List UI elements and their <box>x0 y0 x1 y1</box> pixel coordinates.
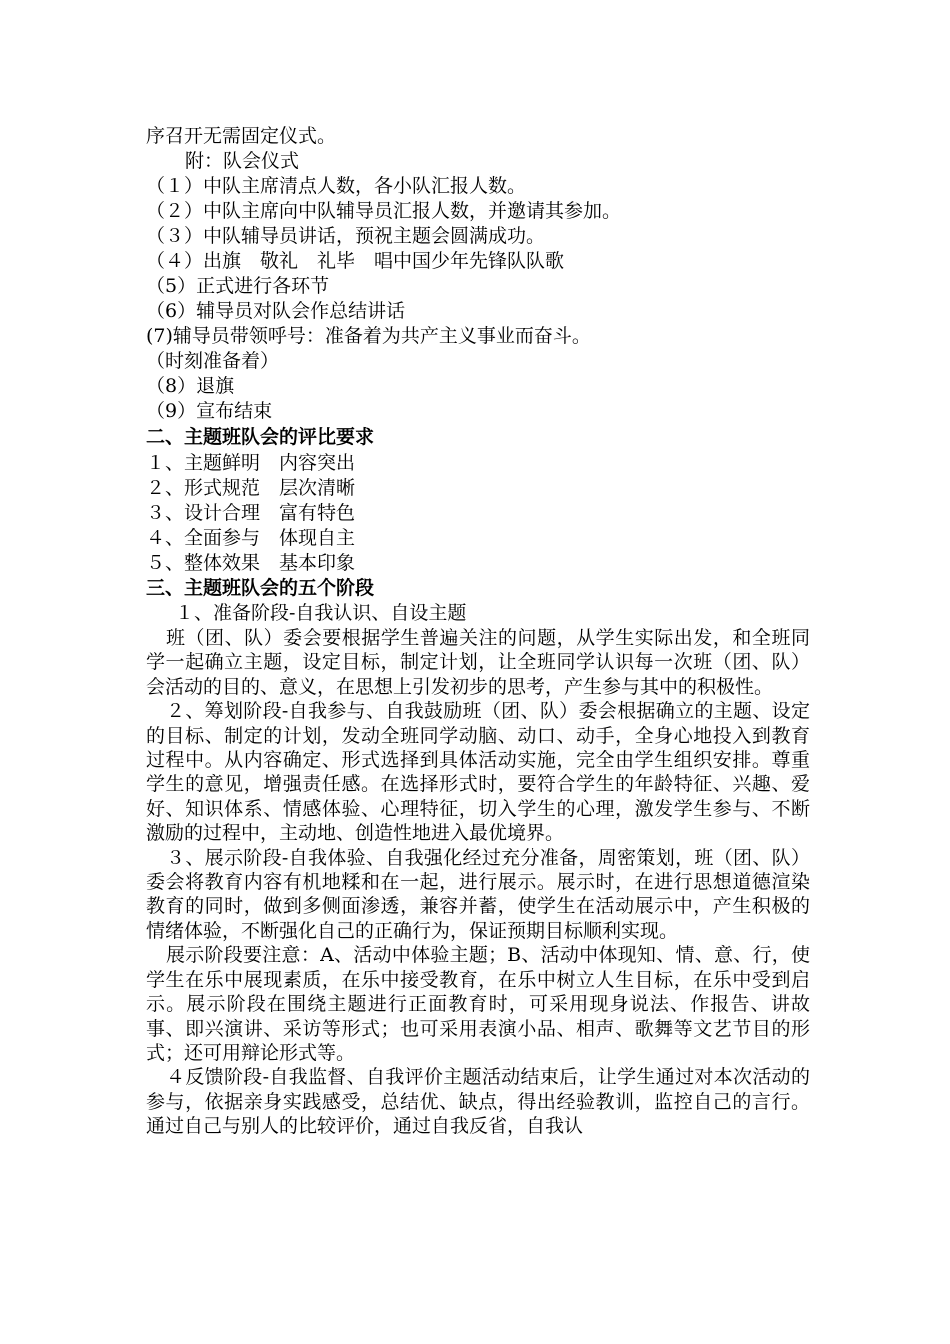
appendix-title: 附：队会仪式 <box>185 150 300 172</box>
paragraph-block <box>146 626 810 1139</box>
paragraph: ４反馈阶段-自我监督、自我评价主题活动结束后，让学生通过对本次活动的参与，依据亲身实践感受，总结优、缺点，得出经验教训，监控自己的言行。通过自己与别人的比较评价，通过自我反省，自我认 <box>146 1066 810 1138</box>
ceremony-step: （４）出旗 敬礼 礼毕 唱中国少年先锋队队歌 <box>146 250 565 272</box>
paragraph: 展示阶段要注意：A、活动中体验主题；B、活动中体现知、情、意、行，使学生在乐中展现素质，在乐中接受教育，在乐中树立人生目标，在乐中受到启示。展示阶段在围绕主题进行正面教育时，可采用现身说法、作报告、讲故事、即兴演讲、采访等形式；也可采用表演小品、相声、歌舞等文艺节目的形式；还可用辩论形式等。 <box>146 944 810 1064</box>
criteria-item: １、主题鲜明 内容突出 <box>146 452 356 474</box>
section-heading: 二、主题班队会的评比要求 <box>146 426 375 448</box>
criteria-item: ３、设计合理 富有特色 <box>146 502 356 524</box>
ceremony-step: （9）宣布结束 <box>146 400 273 422</box>
criteria-item: ５、整体效果 基本印象 <box>146 552 356 574</box>
paragraph: ２、筹划阶段-自我参与、自我鼓励班（团、队）委会根据确立的主题、设定的目标、制定的计划，发动全班同学动脑、动口、动手，全身心地投入到教育过程中。从内容确定、形式选择到具体活动实施，完全由学生组织安排。尊重学生的意见，增强责任感。在选择形式时，要符合学生的年龄特征、兴趣、爱好、知识体系、情感体验、心理特征，切入学生的心理，激发学生参与、不断激励的过程中，主动地、创造性地进入最优境界。 <box>146 700 810 845</box>
ceremony-step: (7)辅导员带领呼号：准备着为共产主义事业而奋斗。 <box>146 325 591 347</box>
ceremony-step: （１）中队主席清点人数，各小队汇报人数。 <box>146 175 527 197</box>
stage-heading: １、准备阶段-自我认识、自设主题 <box>175 602 467 624</box>
text-line: 序召开无需固定仪式。 <box>146 125 337 147</box>
criteria-item: ２、形式规范 层次清晰 <box>146 477 356 499</box>
ceremony-step: （5）正式进行各环节 <box>146 275 330 297</box>
section-heading: 三、主题班队会的五个阶段 <box>146 577 375 599</box>
paragraph: 班（团、队）委会要根据学生普遍关注的问题，从学生实际出发，和全班同学一起确立主题，设定目标，制定计划，让全班同学认识每一次班（团、队）会活动的目的、意义，在思想上引发初步的思考，产生参与其中的积极性。 <box>146 627 810 698</box>
ceremony-step-note: （时刻准备着） <box>146 350 280 372</box>
ceremony-step: （6）辅导员对队会作总结讲话 <box>146 300 406 322</box>
ceremony-step: （２）中队主席向中队辅导员汇报人数，并邀请其参加。 <box>146 200 622 222</box>
paragraph: ３、展示阶段-自我体验、自我强化经过充分准备，周密策划，班（团、队）委会将教育内容有机地糅和在一起，进行展示。展示时，在进行思想道德渲染教育的同时，做到多侧面渗透，兼容并蓄，使学生在活动展示中，产生积极的情绪体验，不断强化自己的正确行为，保证预期目标顺利实现。 <box>146 846 810 942</box>
ceremony-step: （8）退旗 <box>146 375 235 397</box>
ceremony-step: （３）中队辅导员讲话，预祝主题会圆满成功。 <box>146 225 546 247</box>
criteria-item: ４、全面参与 体现自主 <box>146 527 356 549</box>
